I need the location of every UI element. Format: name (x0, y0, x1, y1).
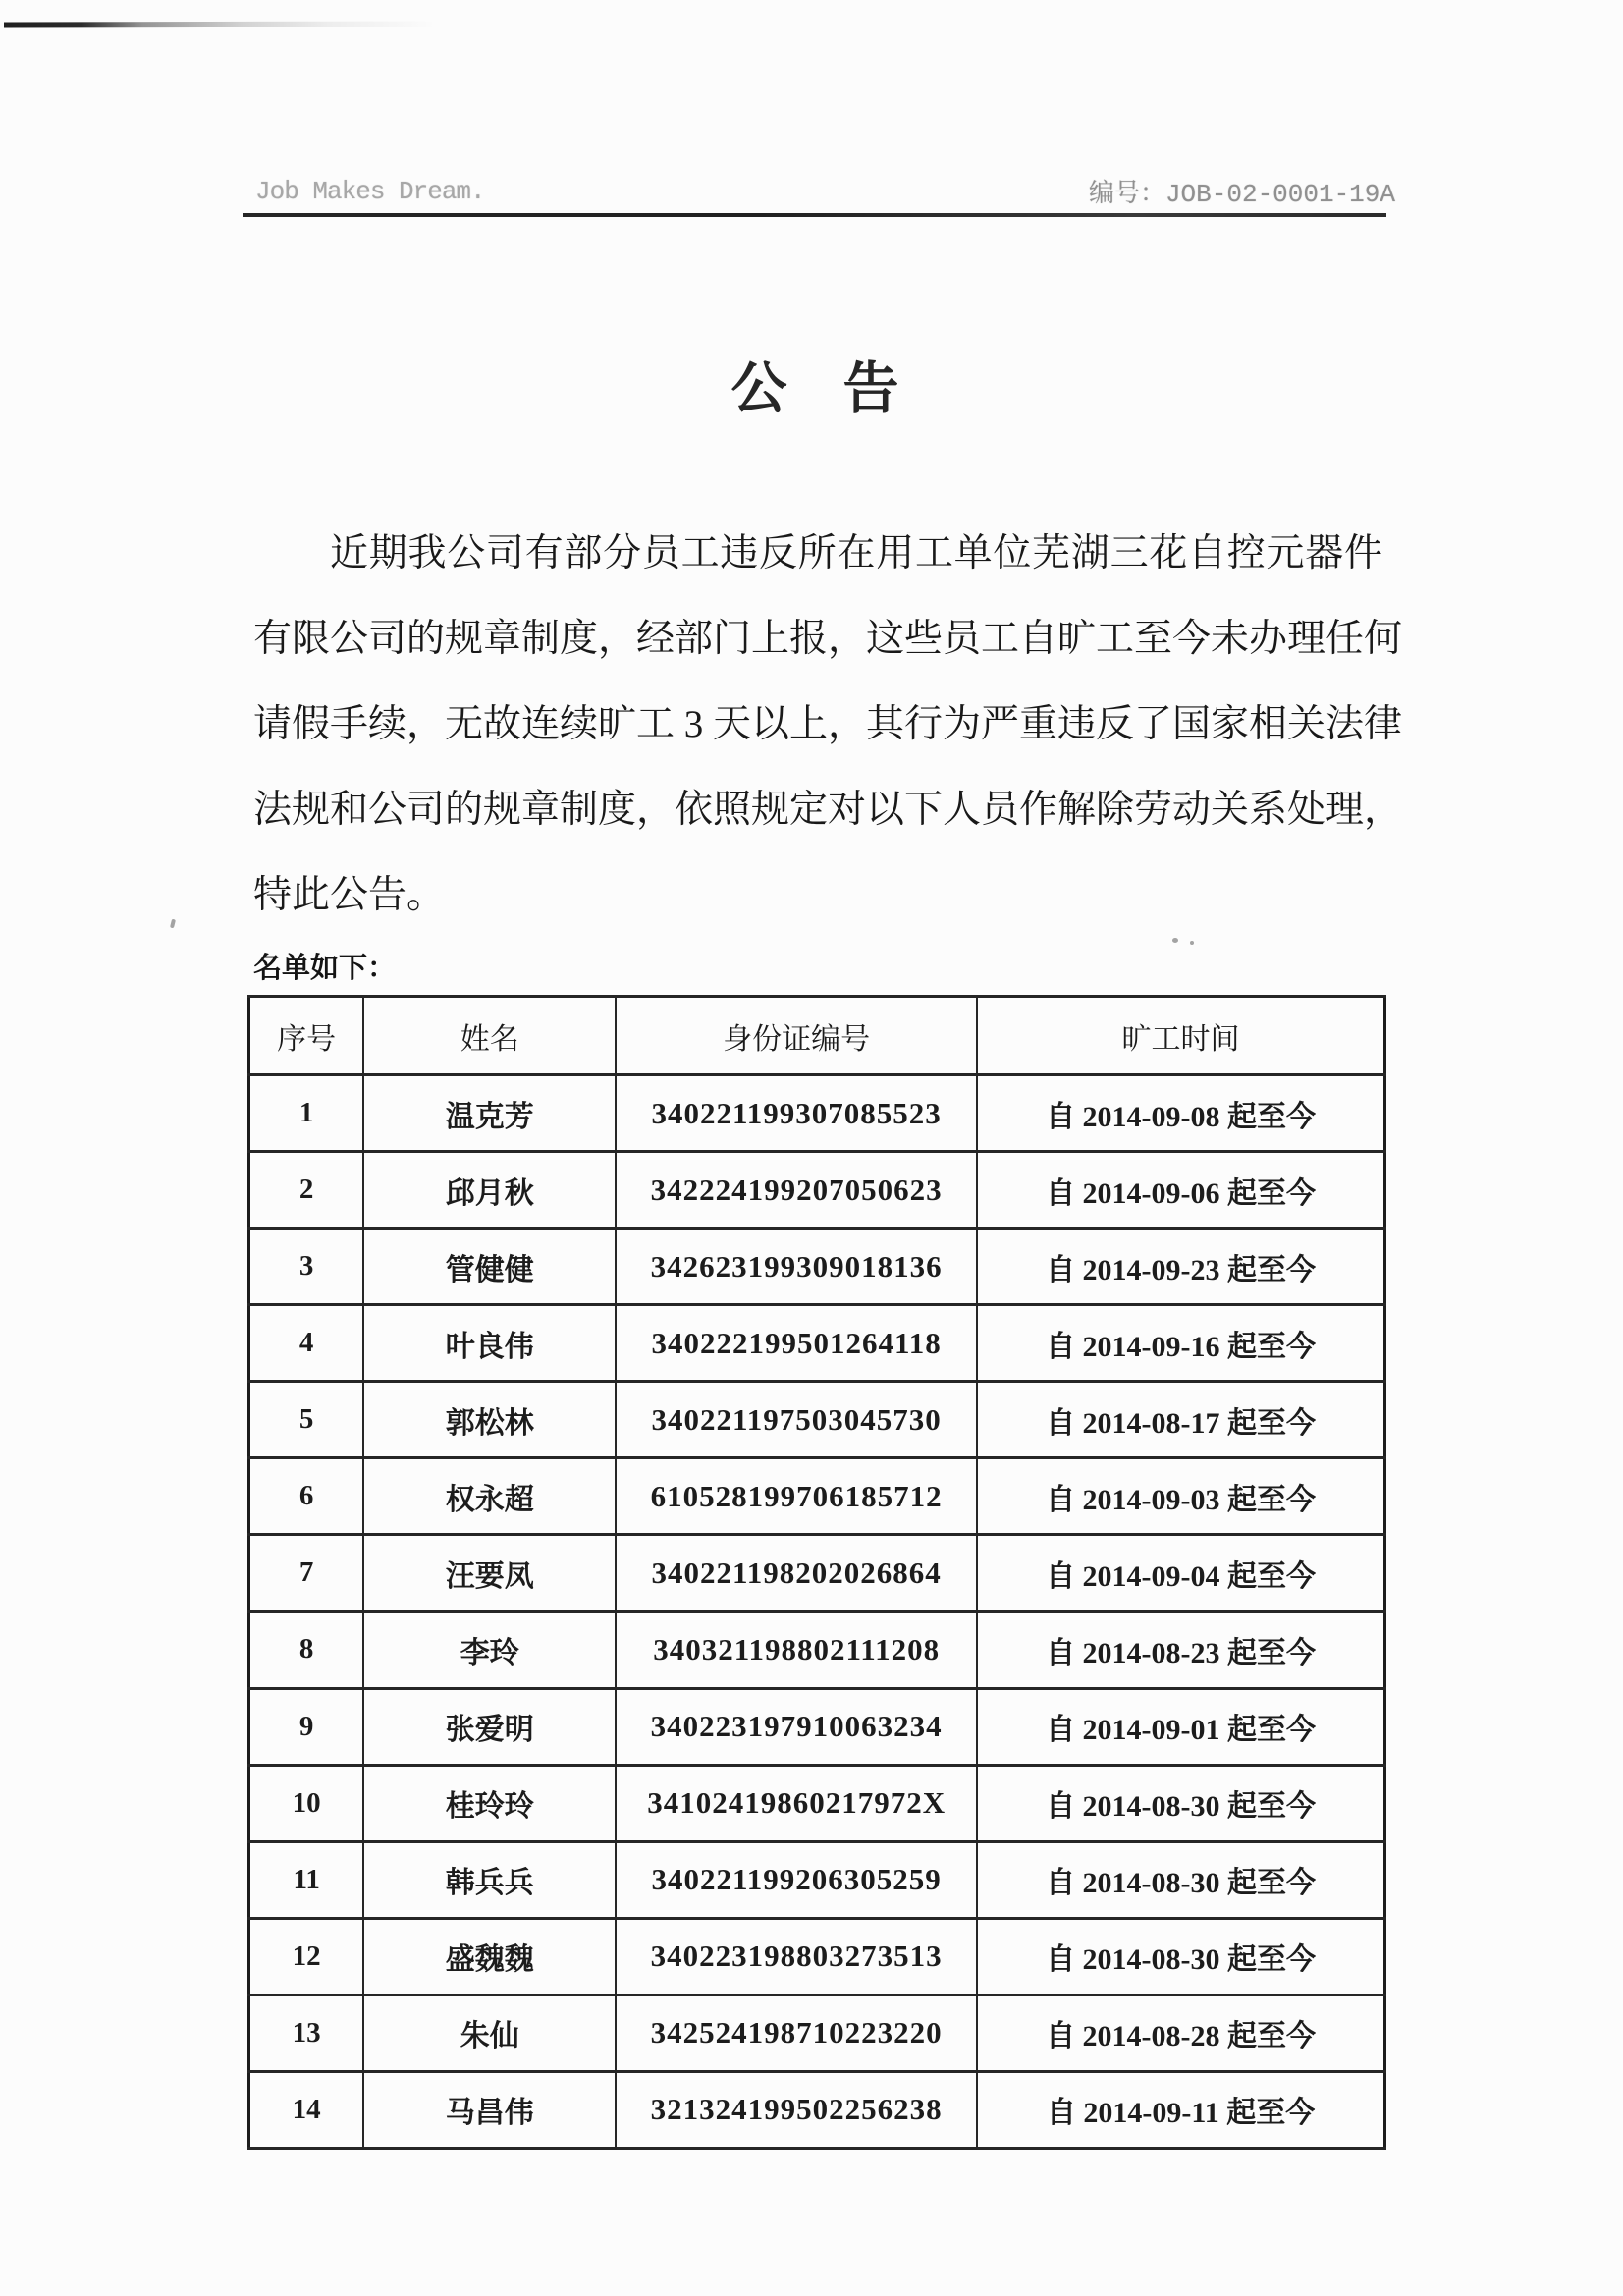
cell-seq: 12 (249, 1918, 364, 1995)
cell-name: 盛魏魏 (363, 1918, 616, 1995)
cell-name: 张爱明 (363, 1688, 616, 1765)
cell-date: 自 2014-09-11 起至今 (977, 2071, 1384, 2148)
cell-id: 340221199206305259 (616, 1841, 977, 1918)
header-doc-number: 编号：JOB-02-0001-19A (1088, 180, 1395, 209)
table-row (249, 2071, 1385, 2148)
cell-id: 34102419860217972X (616, 1765, 977, 1841)
scan-speck (170, 919, 176, 929)
cell-seq: 14 (249, 2071, 364, 2148)
cell-seq: 3 (249, 1229, 364, 1305)
table-row (249, 1841, 1385, 1918)
cell-date: 自 2014-08-23 起至今 (977, 1612, 1384, 1688)
cell-date: 自 2014-08-28 起至今 (977, 1995, 1384, 2071)
cell-id: 340223197910063234 (616, 1688, 977, 1765)
cell-id: 340222199501264118 (616, 1305, 977, 1382)
table-row (249, 1382, 1385, 1458)
scan-artifact-streak (4, 22, 436, 28)
table-row (249, 1918, 1385, 1995)
cell-seq: 4 (249, 1305, 364, 1382)
cell-seq: 5 (249, 1382, 364, 1458)
page-title: 公 告 (730, 358, 899, 420)
cell-date: 自 2014-08-30 起至今 (977, 1765, 1384, 1841)
body-line: 特此公告。 (253, 874, 446, 916)
column-header: 姓名 (363, 997, 616, 1075)
cell-name: 韩兵兵 (363, 1841, 616, 1918)
cell-date: 自 2014-09-04 起至今 (977, 1535, 1384, 1612)
cell-id: 342524198710223220 (616, 1995, 977, 2071)
cell-id: 342224199207050623 (616, 1152, 977, 1229)
cell-name: 李玲 (363, 1612, 616, 1688)
cell-name: 马昌伟 (363, 2071, 616, 2148)
table-row (249, 1688, 1385, 1765)
cell-date: 自 2014-09-03 起至今 (977, 1458, 1384, 1535)
cell-name: 权永超 (363, 1458, 616, 1535)
table-header-row (249, 997, 1385, 1075)
cell-date: 自 2014-09-06 起至今 (977, 1152, 1384, 1229)
table-row (249, 1305, 1385, 1382)
body-line: 请假手续，无故连续旷工 3 天以上，其行为严重违反了国家相关法律 (253, 703, 1403, 745)
header-slogan: Job Makes Dream. (255, 177, 485, 206)
cell-name: 邱月秋 (363, 1152, 616, 1229)
cell-seq: 13 (249, 1995, 364, 2071)
cell-id: 342623199309018136 (616, 1229, 977, 1305)
cell-id: 340223198803273513 (616, 1918, 977, 1995)
column-header: 序号 (249, 997, 364, 1075)
cell-id: 340321198802111208 (616, 1612, 977, 1688)
table-row (249, 1995, 1385, 2071)
cell-name: 朱仙 (363, 1995, 616, 2071)
cell-date: 自 2014-09-01 起至今 (977, 1688, 1384, 1765)
cell-name: 叶良伟 (363, 1305, 616, 1382)
cell-date: 自 2014-09-16 起至今 (977, 1305, 1384, 1382)
absence-roster-table (247, 995, 1386, 2150)
column-header: 身份证编号 (616, 997, 977, 1075)
table-row (249, 1075, 1385, 1152)
scan-speck (1190, 941, 1194, 945)
scan-speck (1172, 938, 1178, 943)
cell-seq: 1 (249, 1075, 364, 1152)
cell-id: 321324199502256238 (616, 2071, 977, 2148)
cell-name: 汪要凤 (363, 1535, 616, 1612)
table-row (249, 1152, 1385, 1229)
header-rule (243, 213, 1386, 217)
cell-seq: 11 (249, 1841, 364, 1918)
announcement-body (253, 511, 1403, 938)
cell-seq: 9 (249, 1688, 364, 1765)
cell-id: 340221199307085523 (616, 1075, 977, 1152)
cell-seq: 10 (249, 1765, 364, 1841)
table-row (249, 1229, 1385, 1305)
table-row (249, 1612, 1385, 1688)
cell-name: 管健健 (363, 1229, 616, 1305)
cell-date: 自 2014-08-30 起至今 (977, 1918, 1384, 1995)
cell-seq: 8 (249, 1612, 364, 1688)
cell-name: 桂玲玲 (363, 1765, 616, 1841)
cell-id: 610528199706185712 (616, 1458, 977, 1535)
cell-seq: 6 (249, 1458, 364, 1535)
table-row (249, 1458, 1385, 1535)
column-header: 旷工时间 (977, 997, 1384, 1075)
cell-id: 340221197503045730 (616, 1382, 977, 1458)
cell-date: 自 2014-09-23 起至今 (977, 1229, 1384, 1305)
cell-id: 340221198202026864 (616, 1535, 977, 1612)
cell-date: 自 2014-08-30 起至今 (977, 1841, 1384, 1918)
cell-seq: 2 (249, 1152, 364, 1229)
table-row (249, 1765, 1385, 1841)
list-label: 名单如下： (253, 953, 397, 984)
cell-name: 温克芳 (363, 1075, 616, 1152)
body-line: 法规和公司的规章制度，依照规定对以下人员作解除劳动关系处理， (253, 789, 1403, 831)
cell-name: 郭松林 (363, 1382, 616, 1458)
cell-date: 自 2014-08-17 起至今 (977, 1382, 1384, 1458)
body-line: 近期我公司有部分员工违反所在用工单位芜湖三花自控元器件 (330, 532, 1382, 574)
cell-date: 自 2014-09-08 起至今 (977, 1075, 1384, 1152)
cell-seq: 7 (249, 1535, 364, 1612)
table-row (249, 1535, 1385, 1612)
body-line: 有限公司的规章制度，经部门上报，这些员工自旷工至今未办理任何 (253, 618, 1403, 660)
